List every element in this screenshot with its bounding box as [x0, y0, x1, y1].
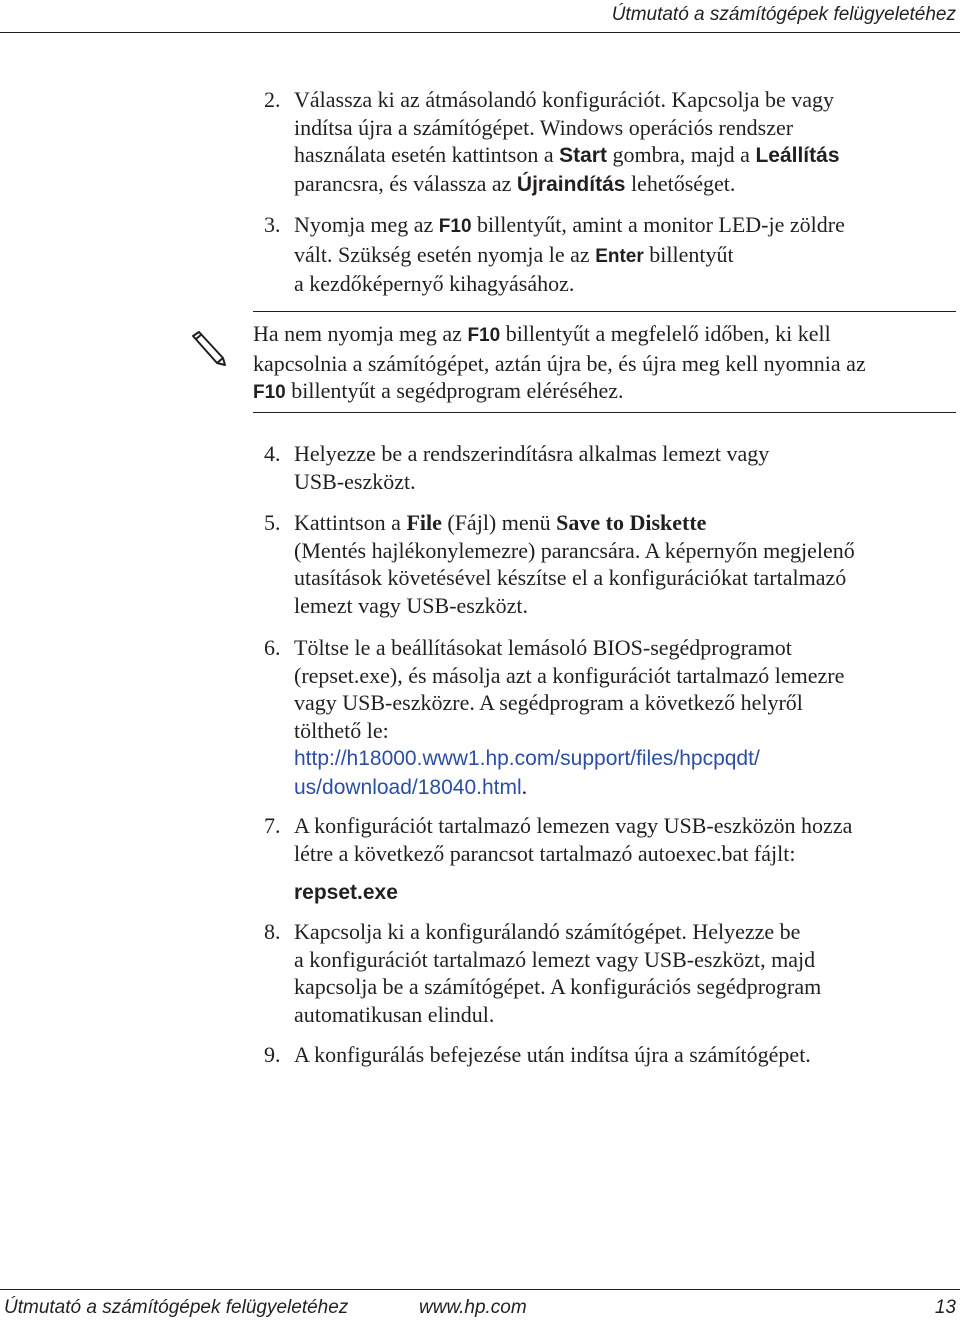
step-text: Kapcsolja ki a konfigurálandó számítógépet. Helyezze be a konfigurációt tartalmazó lemezt vagy USB-eszközt, majd kapcsolja be a számítógépet. A konfigurációs segédprogram automatikusan elindul. — [294, 919, 822, 1027]
note-bottom-rule — [253, 412, 956, 413]
file-menu-label: File — [406, 510, 442, 535]
header-rule — [0, 32, 960, 33]
footer-rule — [0, 1289, 960, 1290]
step-text: Kattintson a File (Fájl) menü Save to Diskette (Mentés hajlékonylemezre) parancsára. A képernyőn megjelenő utasítások követésével készítse el a konfigurációkat tartalmazó lemezt vagy USB-eszközt. — [294, 510, 855, 618]
restart-label: Újraindítás — [516, 172, 626, 196]
step-number: 9. — [264, 1042, 281, 1067]
pencil-icon — [188, 328, 228, 368]
step-text: Töltse le a beállításokat lemásoló BIOS-segédprogramot (repset.exe), és másolja azt a konfigurációt tartalmazó lemezre vagy USB-eszközre. A segédprogram a következő helyről tölthető le: http://h18000.www1.hp.com/support/files/hpcpqdt/ us/download/18040.html. — [294, 635, 845, 799]
step-text: Válassza ki az átmásolandó konfigurációt. Kapcsolja be vagy indítsa újra a számítógépet. Windows operációs rendszer használata esetén kattintson a Start gombra, majd a Leállítás parancsra, és válassza az Újraindítás lehetőséget. — [294, 87, 840, 196]
f10-key: F10 — [438, 216, 472, 237]
note-text: Ha nem nyomja meg az F10 billentyűt a megfelelő időben, ki kell kapcsolnia a számítógépet, aztán újra be, és újra meg kell nyomnia az F10 billentyűt a segédprogram eléréséhez. — [253, 321, 866, 403]
step-number: 8. — [264, 919, 281, 944]
step-number: 7. — [264, 813, 281, 838]
step-number: 2. — [264, 87, 281, 112]
step-number: 6. — [264, 635, 281, 660]
note-top-rule — [253, 311, 956, 312]
step-text: A konfigurációt tartalmazó lemezen vagy USB-eszközön hozza létre a következő parancsot tartalmazó autoexec.bat fájlt: repset.exe — [294, 812, 954, 907]
step-text: Helyezze be a rendszerindításra alkalmas lemezt vagy USB-eszközt. — [294, 441, 770, 494]
f10-key: F10 — [253, 382, 286, 403]
f10-key: F10 — [467, 325, 501, 346]
page-number: 13 — [934, 1297, 956, 1318]
step-text: A konfigurálás befejezése után indítsa újra a számítógépet. — [294, 1042, 811, 1067]
step-text: Nyomja meg az F10 billentyűt, amint a monitor LED-je zöldre vált. Szükség esetén nyomja le az Enter billentyűt a kezdőképernyő kihagyásához. — [294, 212, 845, 296]
running-header: Útmutató a számítógépek felügyeletéhez — [611, 4, 956, 25]
start-label: Start — [559, 144, 607, 167]
shutdown-label: Leállítás — [755, 144, 840, 167]
step-number: 4. — [264, 441, 281, 466]
enter-key: Enter — [595, 245, 644, 267]
download-link-continued[interactable]: us/download/18040.html — [294, 775, 522, 799]
download-link[interactable]: http://h18000.www1.hp.com/support/files/hpcpqdt/ — [294, 747, 760, 770]
save-to-diskette-label: Save to Diskette — [556, 510, 707, 535]
footer-title: Útmutató a számítógépek felügyeletéhez — [4, 1297, 349, 1318]
step-number: 5. — [264, 510, 281, 535]
footer-url: www.hp.com — [419, 1297, 527, 1318]
step-number: 3. — [264, 212, 281, 237]
command-line: repset.exe — [294, 881, 398, 904]
